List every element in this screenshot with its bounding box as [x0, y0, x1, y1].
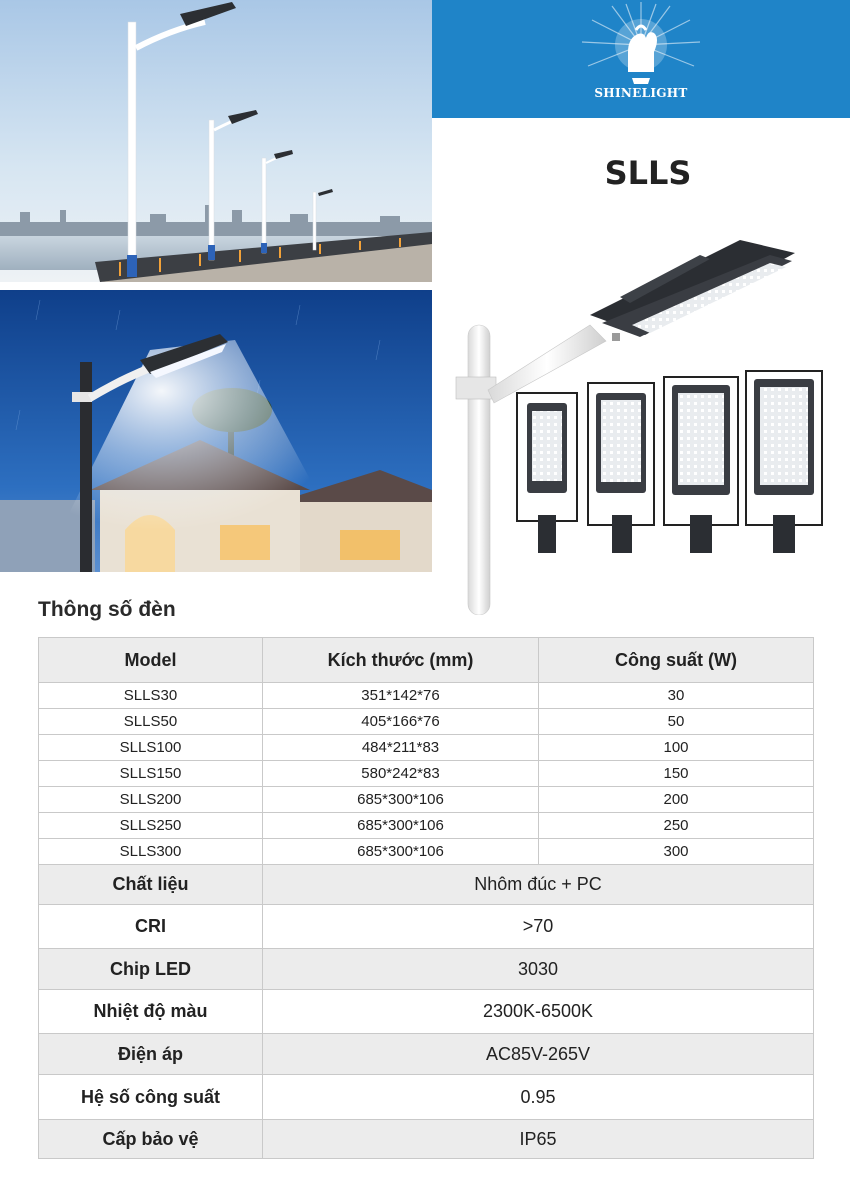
model-cell: SLLS30 — [39, 683, 263, 709]
property-row — [39, 865, 814, 905]
lamp-variant-medium — [588, 383, 654, 553]
size-cell: 685*300*106 — [263, 839, 539, 865]
property-value: Nhôm đúc + PC — [263, 865, 814, 905]
power-cell: 30 — [539, 683, 814, 709]
size-cell: 405*166*76 — [263, 709, 539, 735]
property-label: CRI — [39, 905, 263, 949]
table-row — [39, 787, 814, 813]
model-cell: SLLS300 — [39, 839, 263, 865]
property-value: 3030 — [263, 949, 814, 990]
brand-header — [432, 0, 850, 118]
model-cell: SLLS50 — [39, 709, 263, 735]
waterfront-street-lights-photo — [0, 0, 432, 282]
table-row — [39, 709, 814, 735]
power-cell: 250 — [539, 813, 814, 839]
property-label: Cấp bảo vệ — [39, 1120, 263, 1159]
property-value: >70 — [263, 905, 814, 949]
product-title: SLLS — [604, 154, 692, 192]
property-row — [39, 990, 814, 1034]
shinelight-logo-icon — [432, 0, 850, 118]
col-header-power: Công suất (W) — [539, 638, 814, 683]
model-cell: SLLS100 — [39, 735, 263, 761]
model-cell: SLLS200 — [39, 787, 263, 813]
size-cell: 580*242*83 — [263, 761, 539, 787]
property-label: Hệ số công suất — [39, 1075, 263, 1120]
lamp-variant-large — [664, 377, 738, 553]
power-cell: 100 — [539, 735, 814, 761]
model-cell: SLLS250 — [39, 813, 263, 839]
size-cell: 685*300*106 — [263, 787, 539, 813]
power-cell: 200 — [539, 787, 814, 813]
table-row — [39, 813, 814, 839]
col-header-model: Model — [39, 638, 263, 683]
power-cell: 300 — [539, 839, 814, 865]
property-label: Chip LED — [39, 949, 263, 990]
table-row — [39, 761, 814, 787]
size-cell: 351*142*76 — [263, 683, 539, 709]
size-cell: 685*300*106 — [263, 813, 539, 839]
property-label: Nhiệt độ màu — [39, 990, 263, 1034]
spec-table-header — [39, 638, 814, 683]
table-row — [39, 735, 814, 761]
lamp-variant-xlarge — [746, 371, 822, 553]
property-label: Chất liệu — [39, 865, 263, 905]
power-cell: 150 — [539, 761, 814, 787]
property-label: Điện áp — [39, 1034, 263, 1075]
brand-name: SHINELIGHT — [594, 86, 688, 100]
property-value: 2300K-6500K — [263, 990, 814, 1034]
spec-table — [38, 637, 814, 1159]
property-row — [39, 949, 814, 990]
power-cell: 50 — [539, 709, 814, 735]
street-lamp-product-image — [440, 225, 840, 615]
model-cell: SLLS150 — [39, 761, 263, 787]
night-house-street-light-photo — [0, 290, 432, 572]
table-row — [39, 683, 814, 709]
property-row — [39, 1034, 814, 1075]
col-header-size: Kích thước (mm) — [263, 638, 539, 683]
property-row — [39, 1120, 814, 1159]
property-value: IP65 — [263, 1120, 814, 1159]
section-title: Thông số đèn — [38, 598, 176, 621]
size-cell: 484*211*83 — [263, 735, 539, 761]
property-value: AC85V-265V — [263, 1034, 814, 1075]
lamp-variant-small — [517, 393, 577, 553]
property-value: 0.95 — [263, 1075, 814, 1120]
property-row — [39, 1075, 814, 1120]
property-row — [39, 905, 814, 949]
table-row — [39, 839, 814, 865]
